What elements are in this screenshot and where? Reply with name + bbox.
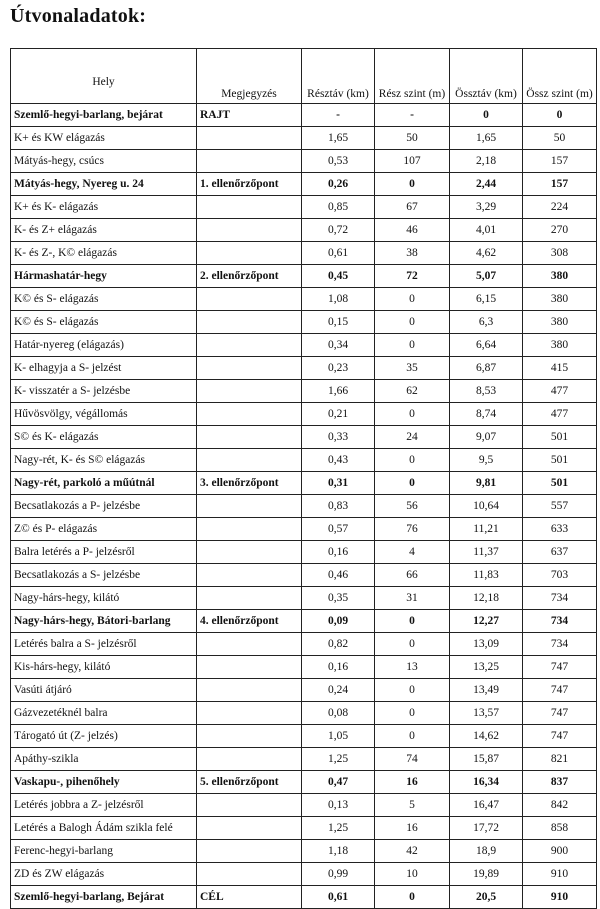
cell-ossztav: 9,5: [450, 449, 523, 472]
cell-hely: Szemlő-hegyi-barlang, Bejárat: [11, 886, 197, 909]
cell-megjegyzes: 5. ellenőrzőpont: [197, 771, 302, 794]
cell-megjegyzes: [197, 840, 302, 863]
cell-hely: K+ és K- elágazás: [11, 196, 197, 219]
cell-reszszint: 0: [375, 403, 450, 426]
cell-hely: Ferenc-hegyi-barlang: [11, 840, 197, 863]
cell-reszszint: 0: [375, 334, 450, 357]
cell-resztav: 0,85: [302, 196, 375, 219]
cell-ossztav: 13,25: [450, 656, 523, 679]
cell-hely: Nagy-hárs-hegy, Bátori-barlang: [11, 610, 197, 633]
cell-ossztav: 15,87: [450, 748, 523, 771]
table-row: [11, 771, 597, 794]
cell-resztav: 0,82: [302, 633, 375, 656]
table-row: [11, 702, 597, 725]
cell-osszszint: 380: [523, 288, 597, 311]
header-reszszint: Rész szint (m): [375, 49, 450, 104]
cell-megjegyzes: RAJT: [197, 104, 302, 127]
cell-ossztav: 2,18: [450, 150, 523, 173]
cell-reszszint: -: [375, 104, 450, 127]
cell-ossztav: 8,74: [450, 403, 523, 426]
cell-resztav: 0,35: [302, 587, 375, 610]
cell-reszszint: 76: [375, 518, 450, 541]
cell-resztav: 0,21: [302, 403, 375, 426]
cell-ossztav: 11,21: [450, 518, 523, 541]
cell-osszszint: 380: [523, 265, 597, 288]
cell-hely: Gázvezetéknél balra: [11, 702, 197, 725]
header-resztav: Résztáv (km): [302, 49, 375, 104]
cell-hely: Z© és P- elágazás: [11, 518, 197, 541]
cell-reszszint: 0: [375, 288, 450, 311]
cell-hely: K- és Z+ elágazás: [11, 219, 197, 242]
cell-resztav: 0,34: [302, 334, 375, 357]
cell-resztav: 0,99: [302, 863, 375, 886]
cell-megjegyzes: 4. ellenőrzőpont: [197, 610, 302, 633]
cell-megjegyzes: [197, 587, 302, 610]
table-row: [11, 518, 597, 541]
cell-resztav: 1,25: [302, 817, 375, 840]
table-row: [11, 334, 597, 357]
page-title: Útvonaladatok:: [10, 5, 147, 27]
cell-hely: Hűvösvölgy, végállomás: [11, 403, 197, 426]
cell-megjegyzes: [197, 748, 302, 771]
cell-reszszint: 24: [375, 426, 450, 449]
cell-megjegyzes: [197, 817, 302, 840]
cell-reszszint: 0: [375, 610, 450, 633]
cell-hely: K© és S- elágazás: [11, 311, 197, 334]
cell-reszszint: 50: [375, 127, 450, 150]
cell-ossztav: 13,49: [450, 679, 523, 702]
cell-megjegyzes: [197, 380, 302, 403]
table-row: [11, 817, 597, 840]
cell-megjegyzes: 2. ellenőrzőpont: [197, 265, 302, 288]
cell-hely: Mátyás-hegy, Nyereg u. 24: [11, 173, 197, 196]
cell-resztav: 0,57: [302, 518, 375, 541]
cell-reszszint: 16: [375, 817, 450, 840]
cell-ossztav: 10,64: [450, 495, 523, 518]
cell-hely: Letérés a Balogh Ádám szikla felé: [11, 817, 197, 840]
cell-resztav: 1,08: [302, 288, 375, 311]
cell-ossztav: 9,81: [450, 472, 523, 495]
cell-ossztav: 5,07: [450, 265, 523, 288]
table-row: [11, 541, 597, 564]
cell-resztav: 0,43: [302, 449, 375, 472]
cell-megjegyzes: 3. ellenőrzőpont: [197, 472, 302, 495]
cell-hely: Apáthy-szikla: [11, 748, 197, 771]
cell-megjegyzes: [197, 794, 302, 817]
cell-ossztav: 4,62: [450, 242, 523, 265]
table-row: [11, 357, 597, 380]
table-row: [11, 679, 597, 702]
table-row: [11, 840, 597, 863]
cell-ossztav: 17,72: [450, 817, 523, 840]
cell-osszszint: 501: [523, 472, 597, 495]
cell-ossztav: 4,01: [450, 219, 523, 242]
cell-osszszint: 477: [523, 380, 597, 403]
cell-resztav: 0,33: [302, 426, 375, 449]
cell-hely: Hármashatár-hegy: [11, 265, 197, 288]
cell-osszszint: 380: [523, 334, 597, 357]
cell-reszszint: 35: [375, 357, 450, 380]
cell-megjegyzes: [197, 702, 302, 725]
cell-osszszint: 900: [523, 840, 597, 863]
cell-reszszint: 31: [375, 587, 450, 610]
cell-osszszint: 157: [523, 173, 597, 196]
cell-ossztav: 14,62: [450, 725, 523, 748]
cell-osszszint: 477: [523, 403, 597, 426]
cell-megjegyzes: [197, 725, 302, 748]
cell-megjegyzes: [197, 541, 302, 564]
cell-megjegyzes: [197, 127, 302, 150]
cell-megjegyzes: [197, 196, 302, 219]
cell-megjegyzes: [197, 242, 302, 265]
cell-reszszint: 0: [375, 633, 450, 656]
cell-reszszint: 67: [375, 196, 450, 219]
cell-megjegyzes: [197, 311, 302, 334]
cell-osszszint: 308: [523, 242, 597, 265]
cell-hely: S© és K- elágazás: [11, 426, 197, 449]
cell-reszszint: 0: [375, 311, 450, 334]
cell-reszszint: 66: [375, 564, 450, 587]
cell-reszszint: 0: [375, 725, 450, 748]
cell-resztav: 1,05: [302, 725, 375, 748]
cell-hely: Balra letérés a P- jelzésről: [11, 541, 197, 564]
cell-hely: K© és S- elágazás: [11, 288, 197, 311]
cell-resztav: 0,13: [302, 794, 375, 817]
cell-osszszint: 224: [523, 196, 597, 219]
cell-hely: K- elhagyja a S- jelzést: [11, 357, 197, 380]
cell-megjegyzes: [197, 518, 302, 541]
cell-ossztav: 1,65: [450, 127, 523, 150]
cell-osszszint: 734: [523, 587, 597, 610]
cell-ossztav: 12,18: [450, 587, 523, 610]
cell-reszszint: 0: [375, 472, 450, 495]
cell-megjegyzes: [197, 357, 302, 380]
cell-osszszint: 910: [523, 886, 597, 909]
cell-reszszint: 16: [375, 771, 450, 794]
table-row: [11, 495, 597, 518]
cell-hely: Kis-hárs-hegy, kilátó: [11, 656, 197, 679]
table-row: [11, 633, 597, 656]
cell-ossztav: 16,34: [450, 771, 523, 794]
cell-osszszint: 842: [523, 794, 597, 817]
cell-ossztav: 0: [450, 104, 523, 127]
cell-ossztav: 6,64: [450, 334, 523, 357]
cell-megjegyzes: [197, 403, 302, 426]
cell-resztav: 0,31: [302, 472, 375, 495]
table-row: [11, 380, 597, 403]
table-row: [11, 242, 597, 265]
route-data-table: [10, 48, 597, 909]
table-row: [11, 610, 597, 633]
cell-megjegyzes: [197, 426, 302, 449]
cell-osszszint: 270: [523, 219, 597, 242]
cell-hely: Nagy-hárs-hegy, kilátó: [11, 587, 197, 610]
cell-ossztav: 8,53: [450, 380, 523, 403]
cell-hely: Nagy-rét, K- és S© elágazás: [11, 449, 197, 472]
table-row: [11, 265, 597, 288]
cell-resztav: 0,26: [302, 173, 375, 196]
cell-osszszint: 501: [523, 449, 597, 472]
cell-ossztav: 2,44: [450, 173, 523, 196]
cell-hely: Vaskapu-, pihenőhely: [11, 771, 197, 794]
cell-hely: Letérés jobbra a Z- jelzésről: [11, 794, 197, 817]
cell-reszszint: 0: [375, 886, 450, 909]
cell-hely: K+ és KW elágazás: [11, 127, 197, 150]
cell-osszszint: 747: [523, 725, 597, 748]
cell-hely: Határ-nyereg (elágazás): [11, 334, 197, 357]
cell-osszszint: 858: [523, 817, 597, 840]
cell-resztav: 0,61: [302, 242, 375, 265]
cell-megjegyzes: [197, 150, 302, 173]
cell-reszszint: 0: [375, 449, 450, 472]
cell-ossztav: 6,87: [450, 357, 523, 380]
table-row: [11, 863, 597, 886]
cell-ossztav: 11,37: [450, 541, 523, 564]
cell-megjegyzes: [197, 863, 302, 886]
cell-ossztav: 13,09: [450, 633, 523, 656]
cell-resztav: 0,15: [302, 311, 375, 334]
table-row: [11, 748, 597, 771]
cell-megjegyzes: CÉL: [197, 886, 302, 909]
cell-osszszint: 703: [523, 564, 597, 587]
cell-megjegyzes: [197, 679, 302, 702]
cell-hely: K- visszatér a S- jelzésbe: [11, 380, 197, 403]
cell-megjegyzes: [197, 334, 302, 357]
cell-ossztav: 6,3: [450, 311, 523, 334]
cell-ossztav: 3,29: [450, 196, 523, 219]
cell-osszszint: 637: [523, 541, 597, 564]
cell-hely: Mátyás-hegy, csúcs: [11, 150, 197, 173]
cell-osszszint: 734: [523, 610, 597, 633]
cell-resztav: -: [302, 104, 375, 127]
table-row: [11, 426, 597, 449]
cell-megjegyzes: [197, 633, 302, 656]
cell-reszszint: 46: [375, 219, 450, 242]
cell-ossztav: 16,47: [450, 794, 523, 817]
cell-resztav: 0,24: [302, 679, 375, 702]
cell-resztav: 1,18: [302, 840, 375, 863]
cell-osszszint: 50: [523, 127, 597, 150]
cell-resztav: 0,83: [302, 495, 375, 518]
cell-hely: Vasúti átjáró: [11, 679, 197, 702]
cell-resztav: 0,53: [302, 150, 375, 173]
cell-osszszint: 415: [523, 357, 597, 380]
cell-reszszint: 5: [375, 794, 450, 817]
cell-resztav: 0,47: [302, 771, 375, 794]
cell-osszszint: 633: [523, 518, 597, 541]
cell-osszszint: 821: [523, 748, 597, 771]
cell-reszszint: 42: [375, 840, 450, 863]
cell-ossztav: 12,27: [450, 610, 523, 633]
cell-resztav: 0,16: [302, 541, 375, 564]
cell-hely: Nagy-rét, parkoló a műútnál: [11, 472, 197, 495]
table-row: [11, 564, 597, 587]
cell-resztav: 0,46: [302, 564, 375, 587]
cell-resztav: 0,72: [302, 219, 375, 242]
cell-ossztav: 11,83: [450, 564, 523, 587]
cell-reszszint: 13: [375, 656, 450, 679]
cell-reszszint: 10: [375, 863, 450, 886]
cell-ossztav: 6,15: [450, 288, 523, 311]
table-row: [11, 104, 597, 127]
table-row: [11, 196, 597, 219]
cell-hely: K- és Z-, K© elágazás: [11, 242, 197, 265]
table-row: [11, 311, 597, 334]
cell-ossztav: 13,57: [450, 702, 523, 725]
table-row: [11, 449, 597, 472]
table-row: [11, 288, 597, 311]
cell-reszszint: 107: [375, 150, 450, 173]
cell-reszszint: 62: [375, 380, 450, 403]
cell-ossztav: 19,89: [450, 863, 523, 886]
cell-reszszint: 74: [375, 748, 450, 771]
cell-reszszint: 0: [375, 679, 450, 702]
cell-osszszint: 747: [523, 679, 597, 702]
table-row: [11, 150, 597, 173]
cell-osszszint: 0: [523, 104, 597, 127]
header-osszszint: Össz szint (m): [523, 49, 597, 104]
cell-ossztav: 9,07: [450, 426, 523, 449]
cell-resztav: 0,45: [302, 265, 375, 288]
cell-osszszint: 910: [523, 863, 597, 886]
cell-reszszint: 56: [375, 495, 450, 518]
table-row: [11, 219, 597, 242]
cell-megjegyzes: 1. ellenőrzőpont: [197, 173, 302, 196]
table-row: [11, 886, 597, 909]
cell-megjegyzes: [197, 495, 302, 518]
cell-osszszint: 157: [523, 150, 597, 173]
header-megjegyzes: Megjegyzés: [197, 49, 302, 104]
table-row: [11, 403, 597, 426]
cell-megjegyzes: [197, 449, 302, 472]
cell-hely: ZD és ZW elágazás: [11, 863, 197, 886]
cell-megjegyzes: [197, 219, 302, 242]
cell-megjegyzes: [197, 564, 302, 587]
cell-osszszint: 501: [523, 426, 597, 449]
table-body: [11, 104, 597, 909]
cell-reszszint: 0: [375, 702, 450, 725]
table-row: [11, 794, 597, 817]
cell-resztav: 0,61: [302, 886, 375, 909]
cell-osszszint: 557: [523, 495, 597, 518]
table-row: [11, 127, 597, 150]
cell-hely: Letérés balra a S- jelzésről: [11, 633, 197, 656]
cell-ossztav: 20,5: [450, 886, 523, 909]
cell-megjegyzes: [197, 288, 302, 311]
cell-ossztav: 18,9: [450, 840, 523, 863]
cell-osszszint: 747: [523, 656, 597, 679]
cell-resztav: 1,25: [302, 748, 375, 771]
header-ossztav: Össztáv (km): [450, 49, 523, 104]
table-row: [11, 472, 597, 495]
header-hely: Hely: [11, 49, 197, 104]
table-header-row: [11, 49, 597, 104]
cell-osszszint: 837: [523, 771, 597, 794]
cell-reszszint: 0: [375, 173, 450, 196]
cell-resztav: 0,09: [302, 610, 375, 633]
cell-osszszint: 380: [523, 311, 597, 334]
cell-resztav: 1,65: [302, 127, 375, 150]
cell-resztav: 0,23: [302, 357, 375, 380]
cell-hely: Tárogató út (Z- jelzés): [11, 725, 197, 748]
cell-hely: Szemlő-hegyi-barlang, bejárat: [11, 104, 197, 127]
cell-hely: Becsatlakozás a P- jelzésbe: [11, 495, 197, 518]
table-row: [11, 587, 597, 610]
cell-osszszint: 734: [523, 633, 597, 656]
cell-megjegyzes: [197, 656, 302, 679]
cell-hely: Becsatlakozás a S- jelzésbe: [11, 564, 197, 587]
cell-resztav: 0,16: [302, 656, 375, 679]
cell-reszszint: 38: [375, 242, 450, 265]
cell-resztav: 0,08: [302, 702, 375, 725]
cell-reszszint: 72: [375, 265, 450, 288]
cell-osszszint: 747: [523, 702, 597, 725]
cell-reszszint: 4: [375, 541, 450, 564]
table-row: [11, 725, 597, 748]
cell-resztav: 1,66: [302, 380, 375, 403]
table-row: [11, 173, 597, 196]
table-row: [11, 656, 597, 679]
